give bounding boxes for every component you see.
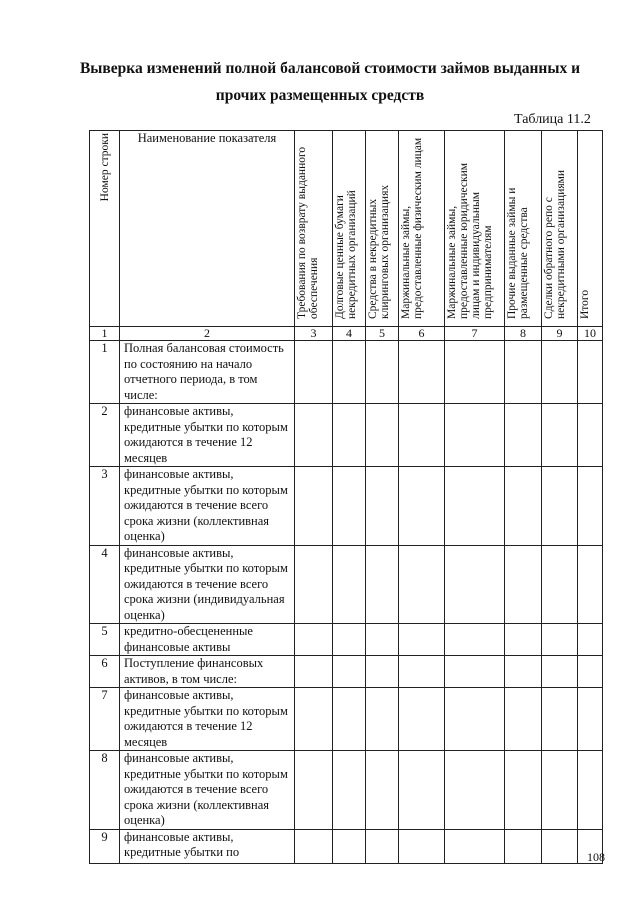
value-cell (505, 656, 542, 688)
column-number: 8 (505, 327, 542, 341)
table-row (90, 688, 603, 751)
value-cell (505, 829, 542, 863)
row-indicator-name: финансовые активы, кредитные убытки по которым ожидаются в течение всего срока жизни (коллективная оценка) (120, 467, 295, 546)
value-cell (578, 688, 603, 751)
value-cell (445, 404, 505, 467)
row-number: 8 (90, 751, 120, 830)
header-row (90, 131, 603, 327)
value-cell (333, 624, 366, 656)
row-number: 1 (90, 341, 120, 404)
value-cell (399, 545, 445, 624)
value-cell (366, 545, 399, 624)
value-cell (399, 751, 445, 830)
value-cell (505, 467, 542, 546)
header-col-10 (578, 131, 603, 327)
value-cell (366, 341, 399, 404)
header-col-10-label: Итого (579, 289, 591, 319)
header-col-3-label: Требования по возврату выданного обеспечения (296, 146, 320, 319)
header-col-8 (505, 131, 542, 327)
value-cell (295, 467, 333, 546)
header-col-7-label: Маржинальные займы, предоставленные юридическим лицам и индивидуальным предпринимателям (446, 162, 494, 319)
value-cell (295, 404, 333, 467)
header-col-5-label: Средства в некредитных клиринговых организациях (367, 184, 391, 319)
value-cell (333, 545, 366, 624)
header-col-6 (399, 131, 445, 327)
row-indicator-name: Поступление финансовых активов, в том числе: (120, 656, 295, 688)
value-cell (366, 829, 399, 863)
value-cell (542, 467, 578, 546)
value-cell (505, 751, 542, 830)
row-indicator-name: Полная балансовая стоимость по состоянию на начало отчетного периода, в том числе: (120, 341, 295, 404)
value-cell (366, 404, 399, 467)
value-cell (399, 829, 445, 863)
header-col-4-label: Долговые ценные бумаги некредитных организаций (334, 190, 358, 319)
value-cell (445, 656, 505, 688)
value-cell (542, 341, 578, 404)
value-cell (445, 751, 505, 830)
value-cell (333, 404, 366, 467)
document-title-line1: Выверка изменений полной балансовой стоимости займов выданных и (79, 60, 581, 77)
value-cell (578, 341, 603, 404)
value-cell (399, 624, 445, 656)
table-row (90, 404, 603, 467)
value-cell (505, 624, 542, 656)
value-cell (505, 688, 542, 751)
value-cell (295, 624, 333, 656)
value-cell (505, 341, 542, 404)
value-cell (399, 467, 445, 546)
value-cell (295, 829, 333, 863)
value-cell (399, 404, 445, 467)
table-label: Таблица 11.2 (514, 112, 591, 127)
value-cell (295, 688, 333, 751)
table-row (90, 467, 603, 546)
value-cell (578, 656, 603, 688)
header-col-7 (445, 131, 505, 327)
column-number-row (90, 327, 603, 341)
value-cell (333, 656, 366, 688)
value-cell (366, 688, 399, 751)
column-number: 3 (295, 327, 333, 341)
value-cell (366, 656, 399, 688)
value-cell (295, 341, 333, 404)
header-row-number-label: Номер строки (98, 133, 111, 202)
header-row-number (90, 131, 120, 327)
table-row (90, 751, 603, 830)
value-cell (542, 545, 578, 624)
value-cell (445, 545, 505, 624)
table-body (90, 341, 603, 864)
row-number: 4 (90, 545, 120, 624)
value-cell (333, 688, 366, 751)
table-row (90, 624, 603, 656)
header-col-6-label: Маржинальные займы, предоставленные физическим лицам (400, 137, 424, 319)
row-indicator-name: финансовые активы, кредитные убытки по которым ожидаются в течение всего срока жизни (коллективная оценка) (120, 751, 295, 830)
header-col-5 (366, 131, 399, 327)
row-number: 3 (90, 467, 120, 546)
value-cell (445, 829, 505, 863)
table-row (90, 829, 603, 863)
value-cell (445, 688, 505, 751)
header-col-4 (333, 131, 366, 327)
value-cell (542, 829, 578, 863)
value-cell (505, 545, 542, 624)
header-col-8-label: Прочие выданные займы и размещенные средства (506, 187, 530, 319)
value-cell (366, 467, 399, 546)
value-cell (366, 624, 399, 656)
row-number: 2 (90, 404, 120, 467)
document-title-line2: прочих размещенных средств (215, 87, 425, 104)
row-number: 6 (90, 656, 120, 688)
column-number: 5 (366, 327, 399, 341)
column-number: 9 (542, 327, 578, 341)
row-indicator-name: финансовые активы, кредитные убытки по которым ожидаются в течение 12 месяцев (120, 404, 295, 467)
row-indicator-name: финансовые активы, кредитные убытки по (120, 829, 295, 863)
value-cell (578, 404, 603, 467)
value-cell (333, 341, 366, 404)
value-cell (578, 751, 603, 830)
value-cell (578, 467, 603, 546)
value-cell (445, 467, 505, 546)
table-row (90, 656, 603, 688)
header-col-3 (295, 131, 333, 327)
value-cell (333, 467, 366, 546)
column-number: 2 (120, 327, 295, 341)
page-number: 108 (587, 850, 605, 864)
value-cell (366, 751, 399, 830)
value-cell (445, 624, 505, 656)
value-cell (333, 829, 366, 863)
value-cell (333, 751, 366, 830)
value-cell (295, 656, 333, 688)
column-number: 6 (399, 327, 445, 341)
value-cell (505, 404, 542, 467)
value-cell (542, 656, 578, 688)
row-indicator-name: кредитно-обесцененные финансовые активы (120, 624, 295, 656)
column-number: 4 (333, 327, 366, 341)
value-cell (399, 341, 445, 404)
row-number: 5 (90, 624, 120, 656)
value-cell (542, 688, 578, 751)
row-number: 9 (90, 829, 120, 863)
column-number: 7 (445, 327, 505, 341)
value-cell (445, 341, 505, 404)
row-indicator-name: финансовые активы, кредитные убытки по которым ожидаются в течение всего срока жизни (индивидуальная оценка) (120, 545, 295, 624)
table-row (90, 545, 603, 624)
reconciliation-table (89, 130, 603, 864)
value-cell (295, 545, 333, 624)
row-number: 7 (90, 688, 120, 751)
value-cell (399, 688, 445, 751)
header-col-9 (542, 131, 578, 327)
value-cell (542, 751, 578, 830)
value-cell (578, 545, 603, 624)
column-number: 1 (90, 327, 120, 341)
row-indicator-name: финансовые активы, кредитные убытки по которым ожидаются в течение 12 месяцев (120, 688, 295, 751)
value-cell (295, 751, 333, 830)
value-cell (578, 624, 603, 656)
value-cell (542, 404, 578, 467)
table-row (90, 341, 603, 404)
header-col-9-label: Сделки обратного репо с некредитными организациями (543, 169, 567, 319)
value-cell (399, 656, 445, 688)
column-number: 10 (578, 327, 603, 341)
header-indicator-name: Наименование показателя (120, 131, 295, 327)
value-cell (542, 624, 578, 656)
